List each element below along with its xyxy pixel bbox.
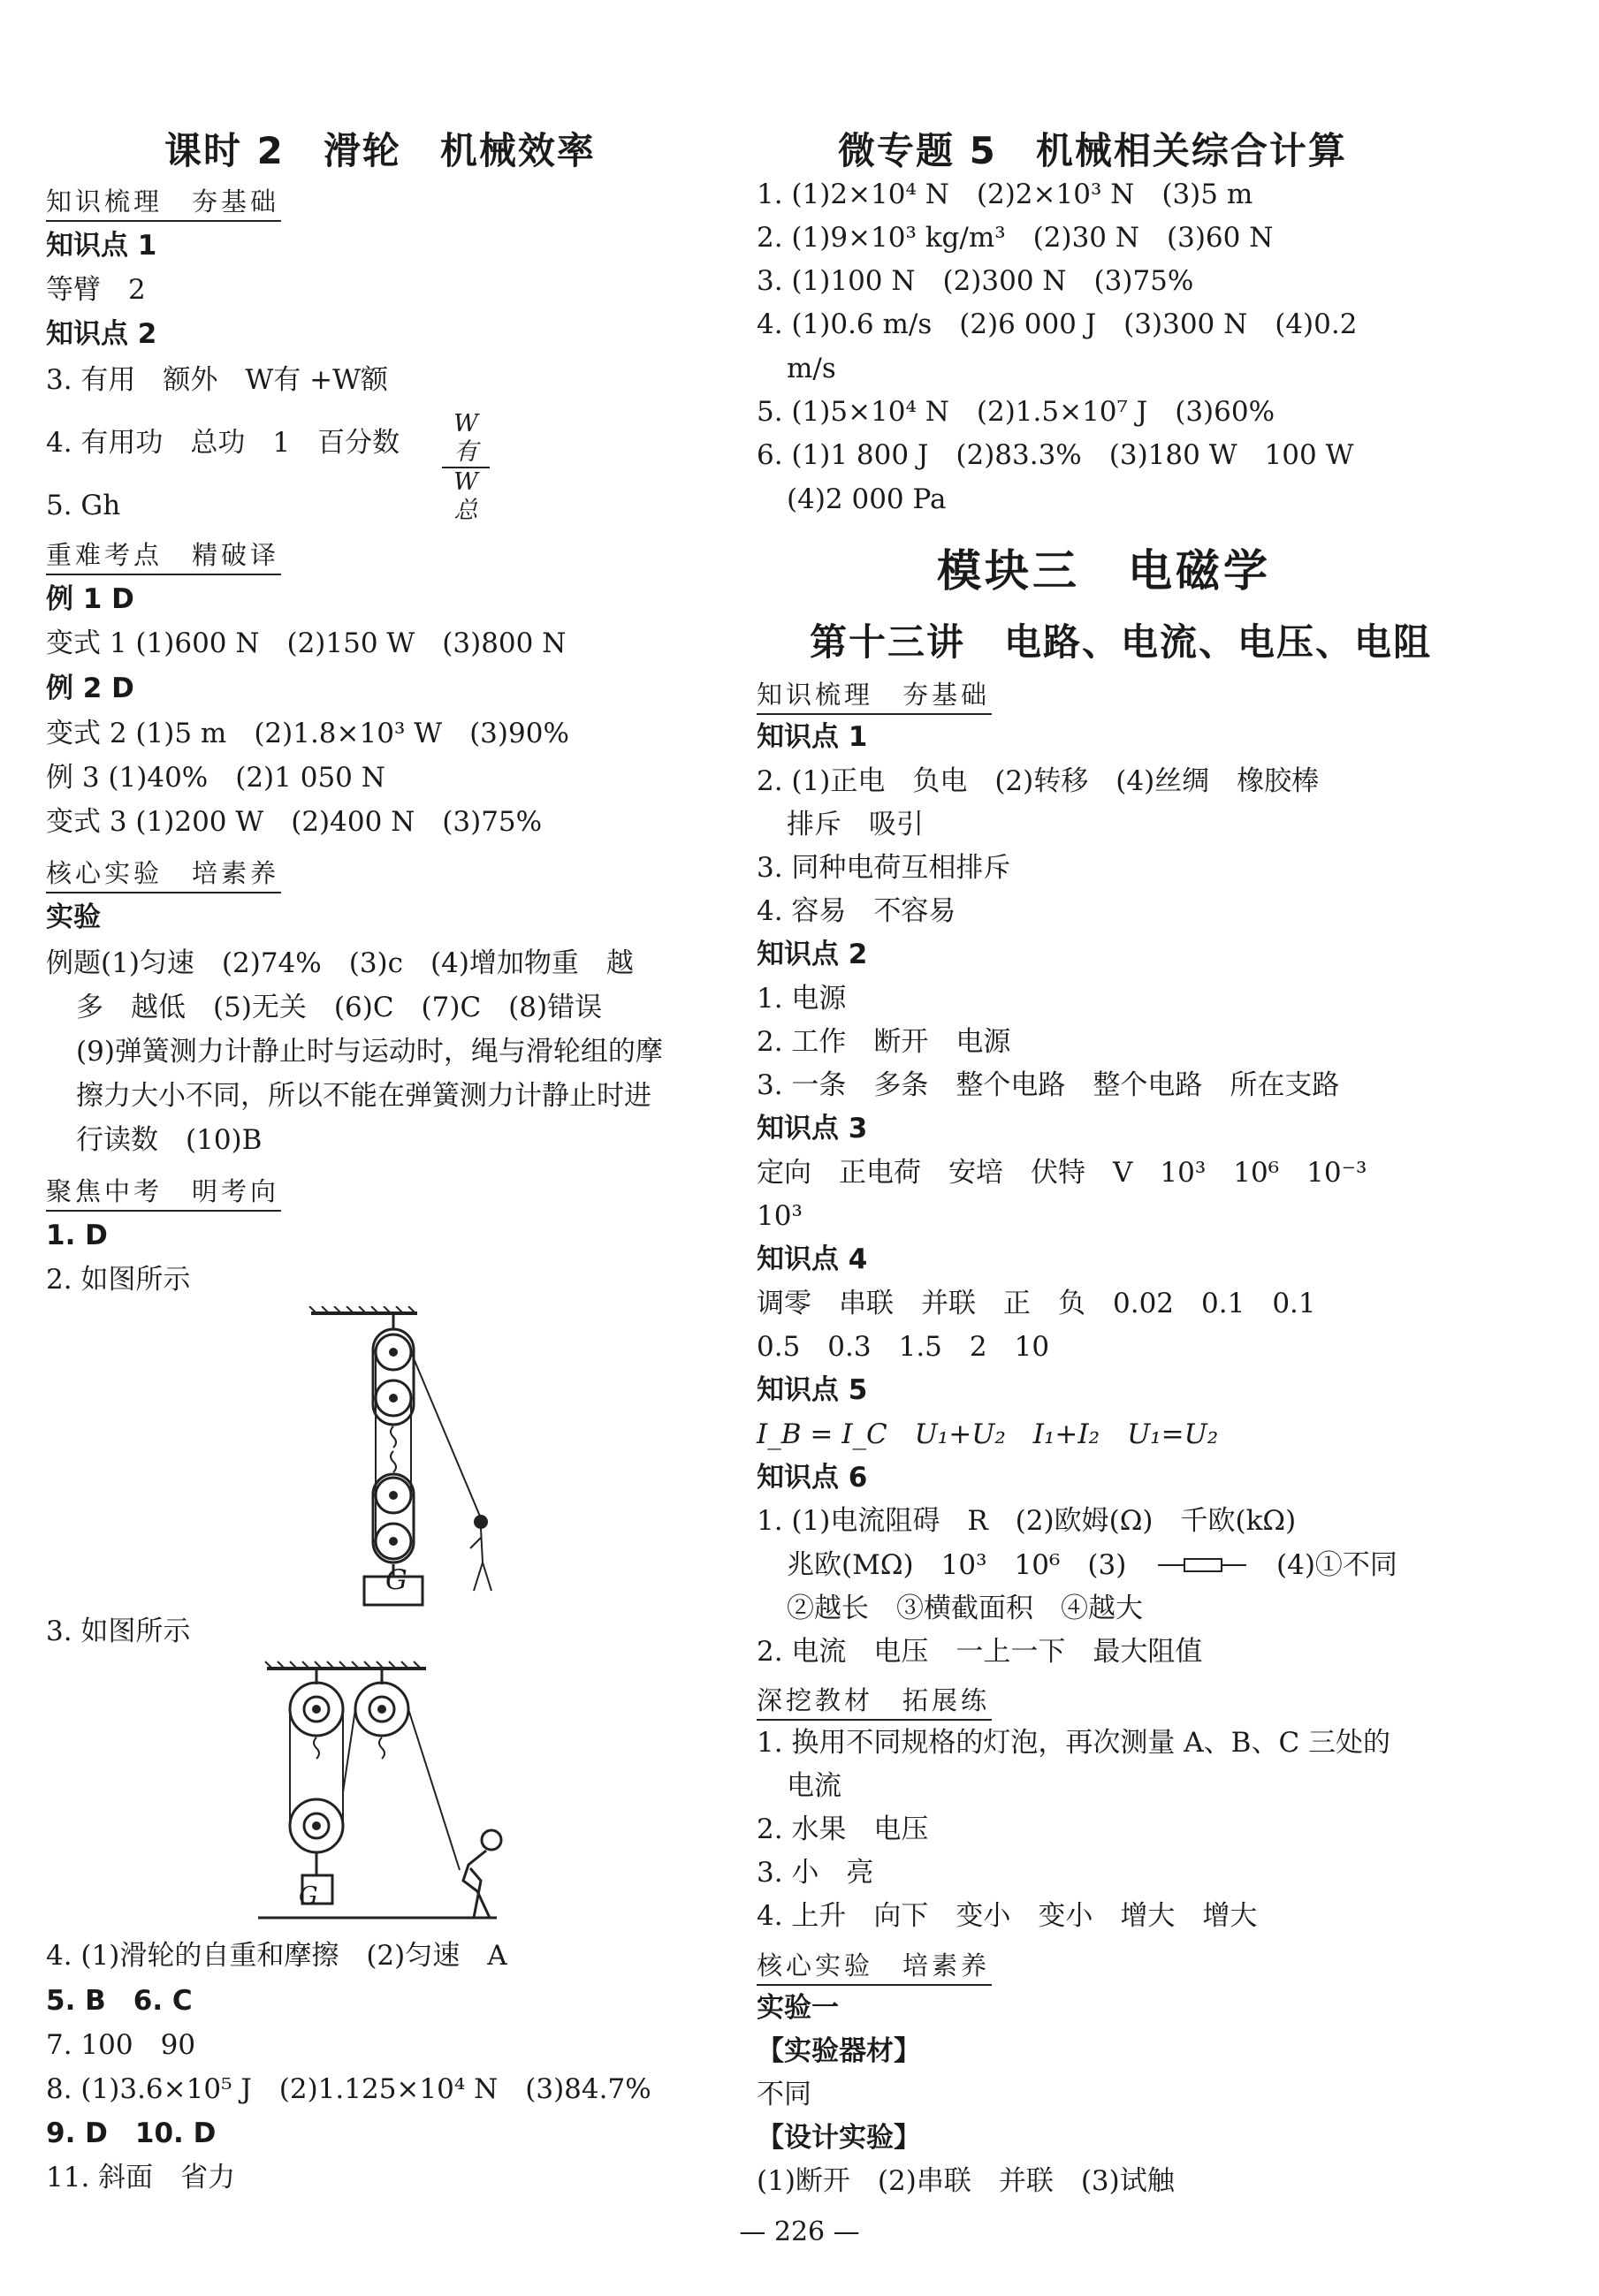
answer-line: 5. B 6. C bbox=[46, 1985, 193, 2017]
answer-line: 11. 斜面 省力 bbox=[46, 2162, 236, 2193]
answer-line: 10³ bbox=[757, 1200, 803, 1232]
example-line: 例 1 D bbox=[46, 583, 134, 615]
section-heading: 核心实验 培素养 bbox=[757, 1946, 992, 1986]
answer-line: 4. (1)滑轮的自重和摩擦 (2)匀速 A bbox=[46, 1940, 507, 1972]
answer-line: 调零 串联 并联 正 负 0.02 0.1 0.1 bbox=[757, 1288, 1316, 1319]
section-heading: 重难考点 精破译 bbox=[46, 536, 281, 575]
fraction-numerator: W有 bbox=[442, 410, 490, 468]
page-number: — 226 — bbox=[739, 2216, 860, 2247]
answer-line: ②越长 ③横截面积 ④越大 bbox=[787, 1593, 1143, 1624]
section-heading: 聚焦中考 明考向 bbox=[46, 1172, 281, 1212]
answer-line: 2. (1)正电 负电 (2)转移 (4)丝绸 橡胶棒 bbox=[757, 765, 1320, 797]
answer-line: 5. Gh bbox=[46, 490, 121, 521]
answer-line: 1. (1)2×10⁴ N (2)2×10³ N (3)5 m bbox=[757, 179, 1253, 210]
answer-line: 7. 100 90 bbox=[46, 2029, 196, 2061]
answer-line: 3. 一条 多条 整个电路 整个电路 所在支路 bbox=[757, 1069, 1340, 1101]
variant-line: 变式 2 (1)5 m (2)1.8×10³ W (3)90% bbox=[46, 718, 569, 749]
section-heading: 核心实验 培素养 bbox=[46, 854, 281, 893]
answer-line: 例题(1)匀速 (2)74% (3)c (4)增加物重 越 bbox=[46, 947, 634, 979]
efficiency-fraction bbox=[442, 410, 490, 525]
formula-line: I_B = I_C U₁+U₂ I₁+I₂ U₁=U₂ bbox=[757, 1418, 1219, 1450]
knowledge-point-heading: 知识点 1 bbox=[757, 721, 868, 753]
answer-line: 擦力大小不同，所以不能在弹簧测力计静止时进 bbox=[76, 1080, 651, 1112]
answer-line: 3. 有用 额外 W有 +W额 bbox=[46, 364, 388, 396]
lesson-title: 课时 2 滑轮 机械效率 bbox=[164, 129, 596, 172]
answer-line: 等臂 2 bbox=[46, 274, 146, 306]
answer-line: 行读数 (10)B bbox=[76, 1124, 263, 1156]
answer-line: 4. 容易 不容易 bbox=[757, 895, 956, 927]
answer-line: 0.5 0.3 1.5 2 10 bbox=[757, 1331, 1050, 1363]
answer-line: 2. 如图所示 bbox=[46, 1264, 191, 1296]
answer-line: 定向 正电荷 安培 伏特 V 10³ 10⁶ 10⁻³ bbox=[757, 1157, 1367, 1189]
fraction-denominator: W总 bbox=[453, 468, 478, 524]
answer-line: 2. (1)9×10³ kg/m³ (2)30 N (3)60 N bbox=[757, 222, 1274, 254]
topic-title: 微专题 5 机械相关综合计算 bbox=[838, 129, 1347, 172]
answer-line: (9)弹簧测力计静止时与运动时，绳与滑轮组的摩 bbox=[76, 1036, 663, 1068]
answer-line: 排斥 吸引 bbox=[787, 809, 924, 840]
answer-line: 8. (1)3.6×10⁵ J (2)1.125×10⁴ N (3)84.7% bbox=[46, 2073, 651, 2105]
answer-line: 兆欧(MΩ) 10³ 10⁶ (3) bbox=[787, 1549, 1127, 1581]
weight-label: G bbox=[299, 1882, 318, 1910]
answer-line: 4. (1)0.6 m/s (2)6 000 J (3)300 N (4)0.2 bbox=[757, 308, 1358, 340]
answer-line: 多 越低 (5)无关 (6)C (7)C (8)错误 bbox=[76, 992, 603, 1023]
example-line: 例 3 (1)40% (2)1 050 N bbox=[46, 762, 385, 794]
variant-line: 变式 1 (1)600 N (2)150 W (3)800 N bbox=[46, 627, 567, 659]
answer-line: 3. 小 亮 bbox=[757, 1857, 874, 1889]
section-heading: 深挖教材 拓展练 bbox=[757, 1681, 992, 1721]
answer-line: 1. 电源 bbox=[757, 983, 847, 1015]
answer-line: 2. 工作 断开 电源 bbox=[757, 1026, 1011, 1058]
subsection-heading: 【设计实验】 bbox=[757, 2122, 921, 2154]
answer-line: 3. 如图所示 bbox=[46, 1616, 191, 1647]
knowledge-point-heading: 知识点 2 bbox=[757, 939, 868, 970]
knowledge-point-heading: 知识点 4 bbox=[757, 1243, 868, 1275]
answer-line: 电流 bbox=[787, 1770, 841, 1802]
module-title: 模块三 电磁学 bbox=[937, 545, 1271, 597]
answer-line: (4)①不同 bbox=[1276, 1549, 1397, 1581]
knowledge-point-heading: 知识点 1 bbox=[46, 230, 157, 262]
answer-line: 3. (1)100 N (2)300 N (3)75% bbox=[757, 265, 1194, 297]
answer-line: 1. D bbox=[46, 1220, 108, 1251]
lecture-title: 第十三讲 电路、电流、电压、电阻 bbox=[810, 620, 1433, 664]
answer-line: 不同 bbox=[757, 2079, 811, 2110]
variant-line: 变式 3 (1)200 W (2)400 N (3)75% bbox=[46, 806, 543, 838]
knowledge-point-heading: 知识点 6 bbox=[757, 1462, 868, 1494]
answer-line: m/s bbox=[787, 353, 836, 384]
knowledge-point-heading: 知识点 3 bbox=[757, 1113, 868, 1144]
answer-line: (1)断开 (2)串联 并联 (3)试触 bbox=[757, 2165, 1175, 2197]
answer-line: 3. 同种电荷互相排斥 bbox=[757, 852, 1011, 884]
experiment-heading: 实验一 bbox=[757, 1992, 839, 2024]
answer-line: 4. 上升 向下 变小 变小 增大 增大 bbox=[757, 1900, 1258, 1932]
answer-line: 2. 电流 电压 一上一下 最大阻值 bbox=[757, 1636, 1203, 1668]
section-heading: 知识梳理 夯基础 bbox=[46, 182, 281, 222]
knowledge-point-heading: 知识点 5 bbox=[757, 1374, 868, 1406]
weight-label: G bbox=[385, 1564, 407, 1596]
section-heading: 知识梳理 夯基础 bbox=[757, 675, 992, 715]
example-line: 例 2 D bbox=[46, 673, 134, 704]
answer-line: 2. 水果 电压 bbox=[757, 1813, 929, 1845]
answer-line: 6. (1)1 800 J (2)83.3% (3)180 W 100 W bbox=[757, 439, 1354, 471]
answer-line: 1. (1)电流阻碍 R (2)欧姆(Ω) 千欧(kΩ) bbox=[757, 1505, 1297, 1537]
answer-line: (4)2 000 Pa bbox=[787, 483, 947, 515]
pulley-diagram-1 bbox=[293, 1306, 523, 1607]
subsection-heading: 【实验器材】 bbox=[757, 2035, 921, 2067]
resistor-symbol-icon bbox=[1158, 1555, 1246, 1576]
knowledge-point-heading: 知识点 2 bbox=[46, 318, 157, 350]
answer-line: 5. (1)5×10⁴ N (2)1.5×10⁷ J (3)60% bbox=[757, 396, 1275, 428]
answer-line: 4. 有用功 总功 1 百分数 bbox=[46, 427, 400, 459]
answer-line: 1. 换用不同规格的灯泡，再次测量 A、B、C 三处的 bbox=[757, 1727, 1391, 1759]
experiment-heading: 实验 bbox=[46, 901, 101, 933]
answer-line: 9. D 10. D bbox=[46, 2117, 217, 2149]
